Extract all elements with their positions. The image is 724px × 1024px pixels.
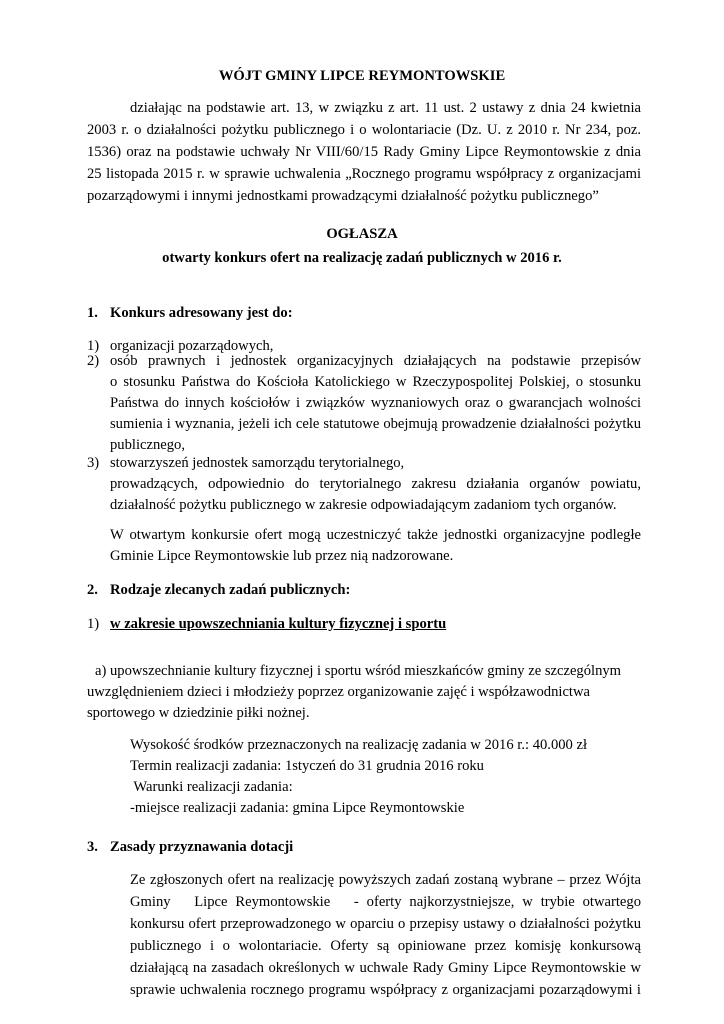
list-item-line: sumienia i wyznania, jeżeli ich cele statutowe obejmują prowadzenie działalności pożytku bbox=[110, 416, 641, 432]
list-item-line: publicznego, bbox=[110, 437, 185, 453]
announce-subtitle: otwarty konkurs ofert na realizację zadań publicznych w 2016 r. bbox=[162, 250, 562, 266]
section-heading: Konkurs adresowany jest do: bbox=[110, 305, 293, 321]
section-number: 2. bbox=[87, 582, 98, 598]
section-heading: Rodzaje zlecanych zadań publicznych: bbox=[110, 582, 351, 598]
list-item-line: Państwa do innych kościołów i związków wyznaniowych oraz o gwarancjach wolności bbox=[110, 395, 641, 411]
list-marker: 1) bbox=[87, 338, 100, 354]
paragraph-line: konkursu ofert przeprowadzonego w oparciu o przepisy ustawy o działalności pożytku bbox=[130, 916, 641, 932]
paragraph-line: Gminy Lipce Reymontowskie - oferty najkorzystniejsze, w trybie otwartego bbox=[130, 894, 641, 910]
section-heading: Zasady przyznawania dotacji bbox=[110, 839, 294, 855]
task-line: uwzględnieniem dzieci i młodzieży poprzez organizowanie zajęć i współzawodnictwa bbox=[87, 684, 591, 700]
list-item: stowarzyszeń jednostek samorządu terytorialnego, bbox=[110, 455, 405, 471]
paragraph-line: sprawie uchwalenia rocznego programu współpracy z organizacjami pozarządowymi i bbox=[130, 982, 641, 998]
section-note: W otwartym konkursie ofert mogą uczestniczyć także jednostki organizacyjne podległe bbox=[110, 527, 641, 543]
section-number: 3. bbox=[87, 839, 98, 855]
list-marker: 2) bbox=[87, 353, 100, 369]
announce-heading: OGŁASZA bbox=[326, 226, 398, 242]
task-line: sportowego w dziedzinie piłki nożnej. bbox=[87, 705, 310, 721]
intro-line: pozarządowymi i innymi jednostkami prowadzącymi działalność pożytku publicznego” bbox=[87, 188, 599, 204]
section-note: Gminie Lipce Reymontowskie lub przez nią nadzorowane. bbox=[110, 548, 454, 564]
list-marker: 3) bbox=[87, 455, 100, 471]
subsection-heading: w zakresie upowszechniania kultury fizycznej i sportu bbox=[110, 616, 447, 632]
intro-line: 25 listopada 2015 r. w sprawie uchwalenia „Rocznego programu współpracy z organizacjami bbox=[87, 166, 641, 182]
list-item-line: prowadzących, odpowiednio do terytorialnego zakresu działania organów powiatu, bbox=[110, 476, 641, 492]
paragraph-line: działającą na zasadach określonych w uchwale Rady Gminy Lipce Reymontowskie w bbox=[130, 960, 641, 976]
paragraph-line: Ze zgłoszonych ofert na realizację powyższych zadań zostaną wybrane – przez Wójta bbox=[130, 872, 641, 888]
task-line: a) upowszechnianie kultury fizycznej i sportu wśród mieszkańców gminy ze szczególnym bbox=[95, 663, 622, 679]
intro-line: działając na podstawie art. 13, w związku z art. 11 ust. 2 ustawy z dnia 24 kwietnia bbox=[130, 100, 641, 116]
list-marker: 1) bbox=[87, 616, 100, 632]
list-item: osób prawnych i jednostek organizacyjnych działających na podstawie przepisów bbox=[110, 353, 641, 369]
task-location: -miejsce realizacji zadania: gmina Lipce Reymontowskie bbox=[130, 800, 465, 816]
intro-line: 1536) oraz na podstawie uchwały Nr VIII/60/15 Rady Gminy Lipce Reymontowskie z dnia bbox=[87, 144, 641, 160]
list-item-line: o stosunku Państwa do Kościoła Katolickiego w Rzeczypospolitej Polskiej, o stosunku bbox=[110, 374, 641, 390]
document-title: WÓJT GMINY LIPCE REYMONTOWSKIE bbox=[218, 68, 506, 84]
paragraph-line: publicznego i o wolontariacie. Oferty są opiniowane przez komisję konkursową bbox=[130, 938, 641, 954]
task-conditions: Warunki realizacji zadania: bbox=[130, 779, 293, 795]
task-deadline: Termin realizacji zadania: 1styczeń do 31 grudnia 2016 roku bbox=[130, 758, 484, 774]
intro-line: 2003 r. o działalności pożytku publicznego i o wolontariacie (Dz. U. z 2010 r. Nr 234, poz. bbox=[87, 122, 641, 138]
task-amount: Wysokość środków przeznaczonych na realizację zadania w 2016 r.: 40.000 zł bbox=[130, 737, 588, 753]
list-item: organizacji pozarządowych, bbox=[110, 338, 274, 354]
list-item-line: działalność pożytku publicznego w zakresie odpowiadającym zadaniom tych organów. bbox=[110, 497, 617, 513]
section-number: 1. bbox=[87, 305, 98, 321]
